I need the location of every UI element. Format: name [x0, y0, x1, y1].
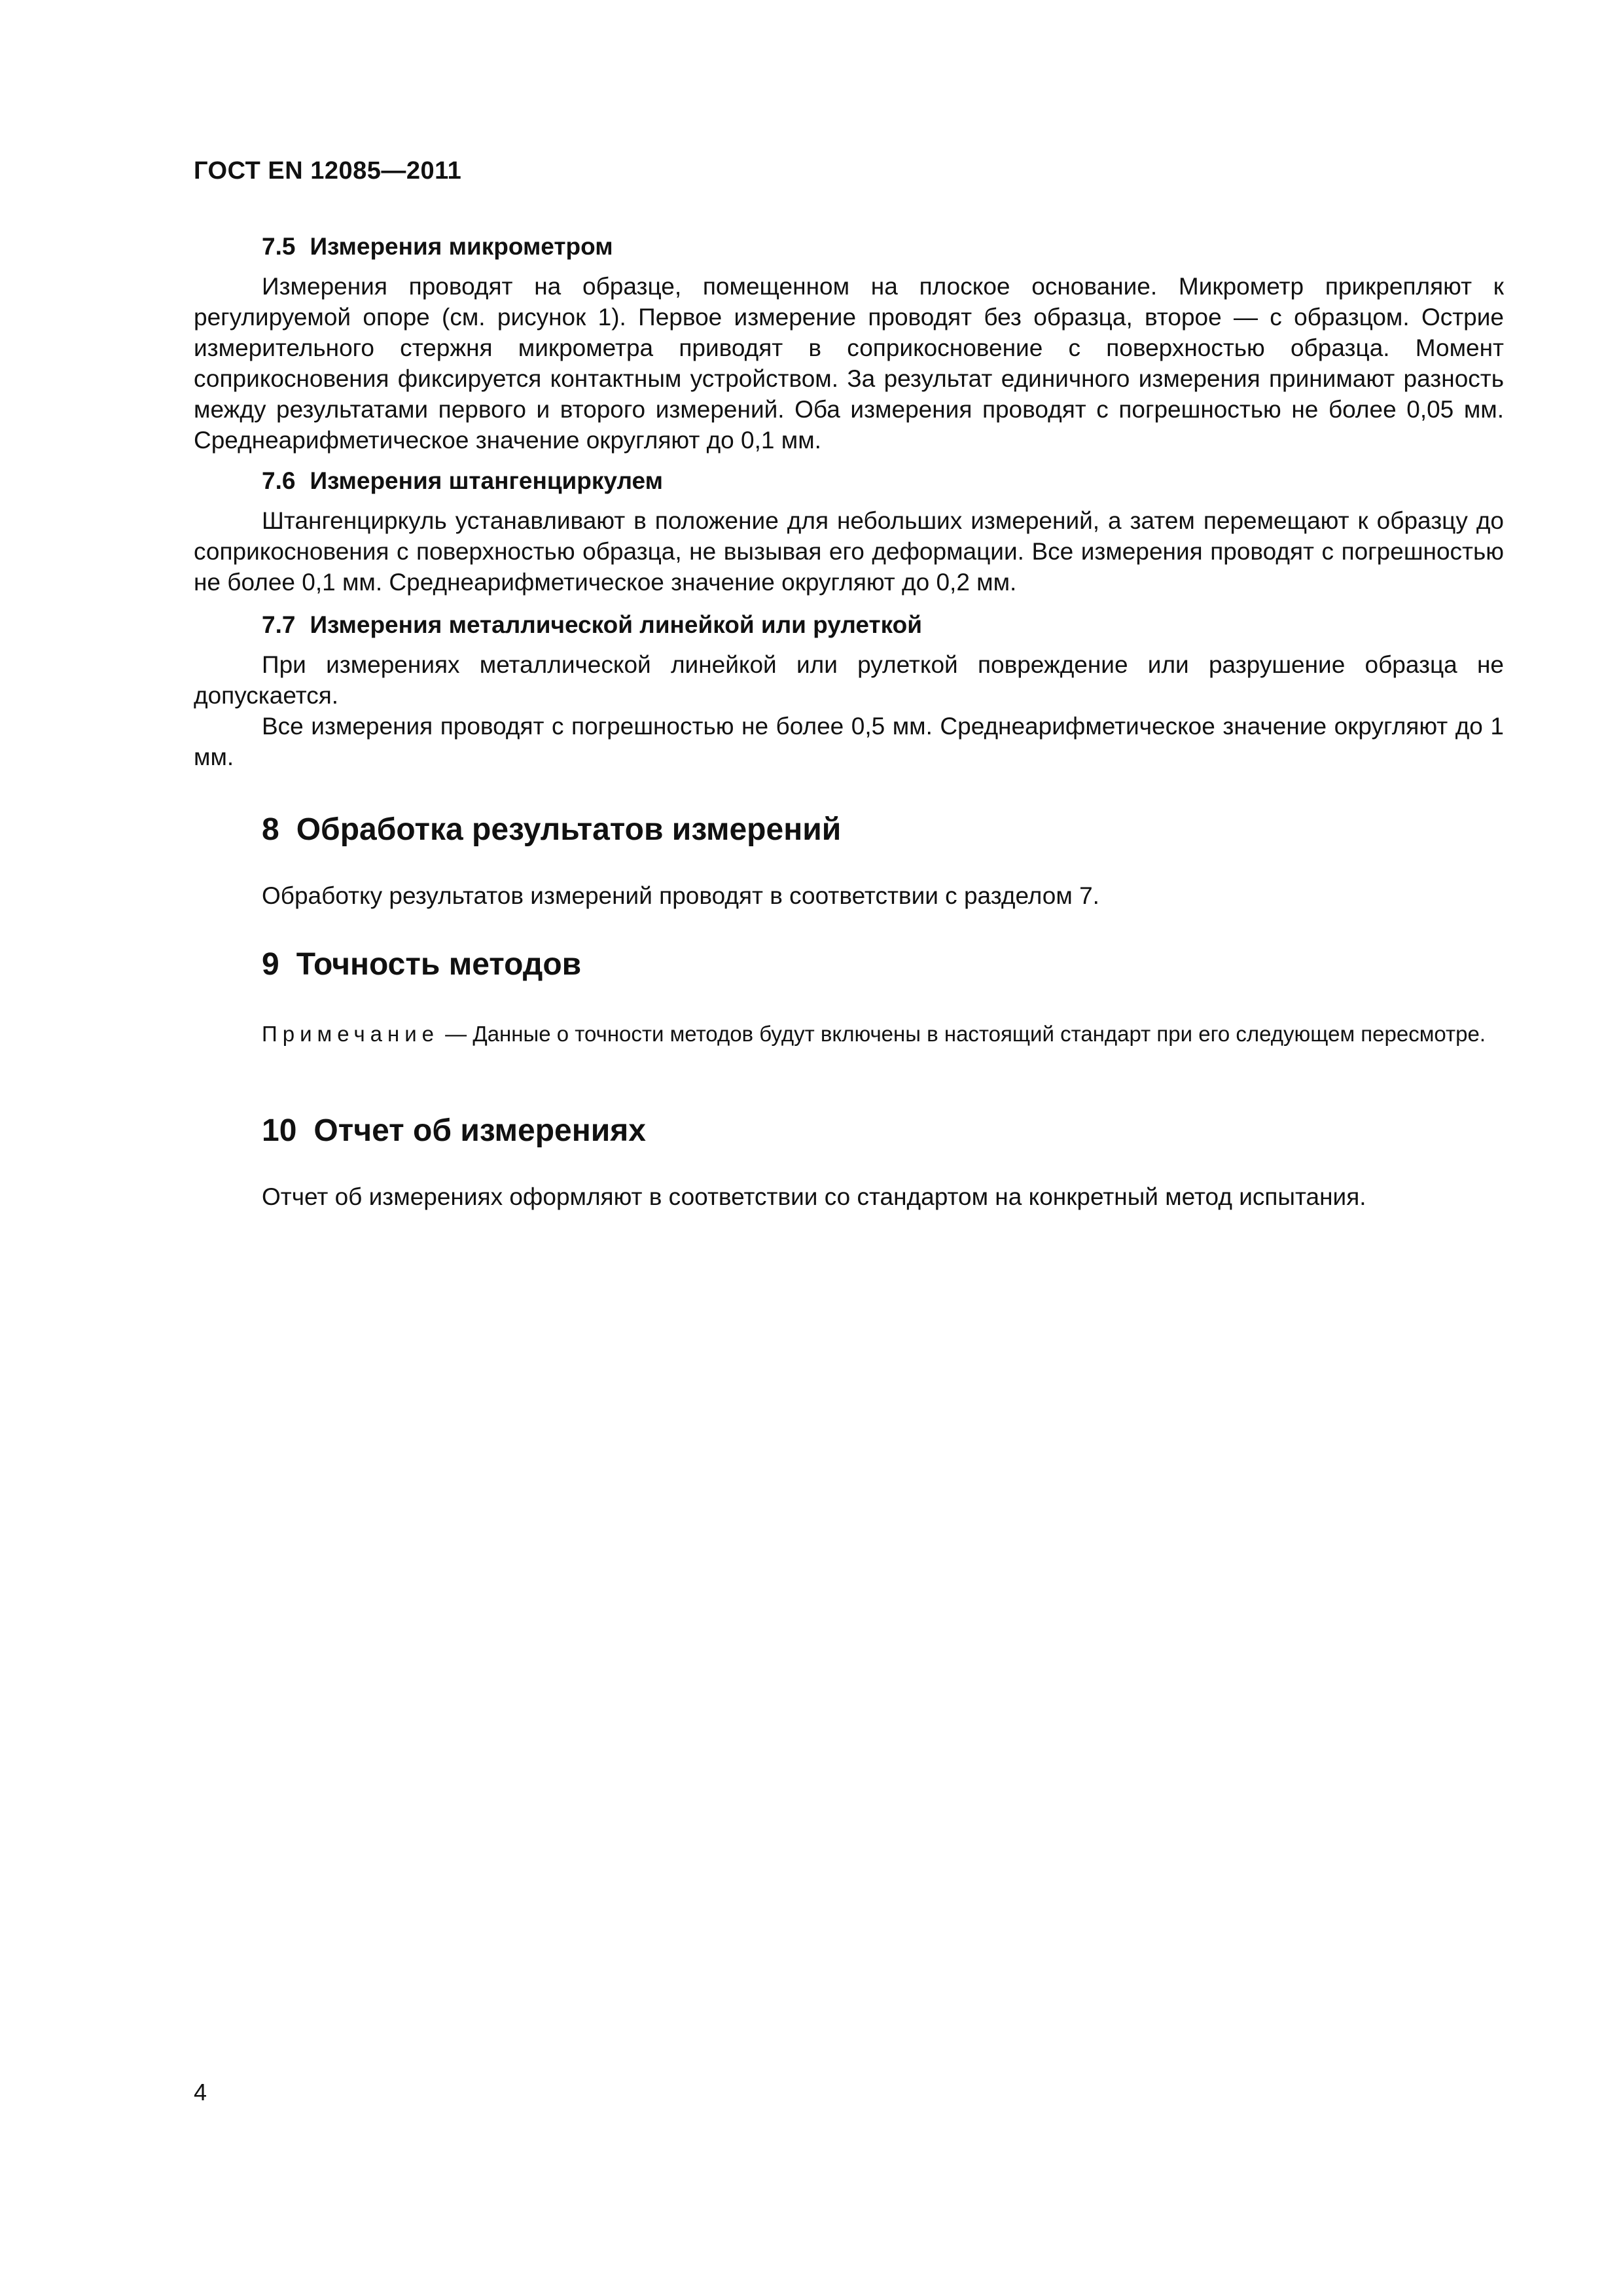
document-header: ГОСТ EN 12085—2011 [194, 157, 462, 185]
subsection-number: 7.6 [262, 467, 296, 494]
subsection-title: Измерения металлической линейкой или рулеткой [310, 611, 922, 638]
subsection-title: Измерения микрометром [310, 233, 613, 260]
note-text: — Данные о точности методов будут включены в настоящий стандарт при его следующем пересмотре. [439, 1022, 1486, 1046]
paragraph-7-7-1: При измерениях металлической линейкой или рулеткой повреждение или разрушение образца не допускается. [194, 651, 1504, 709]
paragraph-7-5: Измерения проводят на образце, помещенном на плоское основание. Микрометр прикрепляют к регулируемой опоре (см. рисунок 1). Первое измерение проводят без образца, второе — с образцом. Острие измерительного стержня микрометра приводят в соприкосновение с поверхностью образца. Момент соприкосновения фиксируется контактным устройством. За результат единичного измерения принимают разность между результатами первого и второго измерений. Оба измерения проводят с погрешностью не более 0,05 мм. Среднеарифметическое значение округляют до 0,1 мм. [194, 273, 1504, 454]
subsection-heading-7-5 [262, 233, 613, 260]
section-title: Обработка результатов измерений [296, 812, 842, 847]
subsection-heading-7-7 [262, 611, 922, 639]
note-9 [194, 1017, 1504, 1051]
note-label: Примечание [262, 1022, 440, 1046]
section-title: Отчет об измерениях [313, 1113, 646, 1148]
subsection-number: 7.7 [262, 611, 296, 638]
page-number: 4 [194, 2079, 207, 2106]
section-number: 9 [262, 947, 279, 982]
section-number: 8 [262, 812, 279, 847]
subsection-number: 7.5 [262, 233, 296, 260]
subsection-heading-7-6 [262, 467, 663, 495]
paragraph-7-6: Штангенциркуль устанавливают в положение для небольших измерений, а затем перемещают к образцу до соприкосновения с поверхностью образца, не вызывая его деформации. Все измерения проводят с погрешностью не более 0,1 мм. Среднеарифметическое значение округляют до 0,2 мм. [194, 507, 1504, 596]
subsection-title: Измерения штангенциркулем [310, 467, 663, 494]
paragraph-10: Отчет об измерениях оформляют в соответствии со стандартом на конкретный метод испытания. [262, 1183, 1366, 1210]
paragraph-8: Обработку результатов измерений проводят в соответствии с разделом 7. [262, 882, 1099, 909]
section-heading-8 [262, 812, 841, 848]
section-number: 10 [262, 1113, 297, 1148]
section-heading-9 [262, 946, 581, 982]
paragraph-7-7-2: Все измерения проводят с погрешностью не более 0,5 мм. Среднеарифметическое значение округляют до 1 мм. [194, 713, 1504, 770]
section-heading-10 [262, 1113, 646, 1149]
section-title: Точность методов [296, 947, 582, 982]
